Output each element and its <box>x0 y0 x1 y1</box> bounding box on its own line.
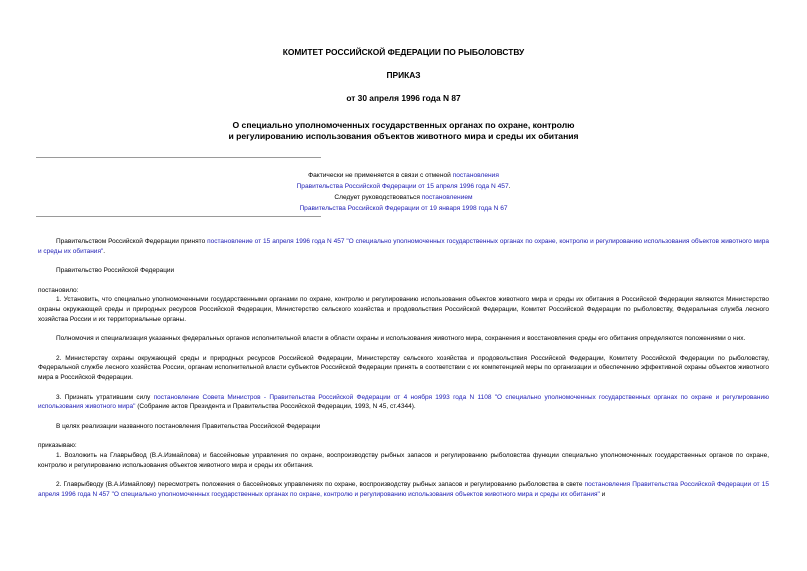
note-link-pp-67[interactable]: Правительства Российской Федерации от 19 января 1998 года N 67 <box>299 205 508 212</box>
paragraph-powers: Полномочия и специализация указанных федеральных органов исполнительной власти в области охраны и использования животного мира, сохранения и восстановления среды его обитания определяются положениями о них. <box>56 335 746 343</box>
divider-top <box>36 157 321 158</box>
note-line-2 <box>0 181 807 192</box>
paragraph-purpose: В целях реализации названного постановления Правительства Российской Федерации <box>56 422 321 430</box>
preamble-text: Правительством Российской Федерации принято <box>56 238 208 245</box>
note-line-1-text: Фактически не применяется в связи с отменой <box>308 172 453 179</box>
note-line-3-text: Следует руководствоваться <box>334 194 422 201</box>
paragraph-prikazyvayu: приказываю: <box>38 442 77 450</box>
divider-bottom <box>36 216 321 217</box>
paragraph-item-2: 2. Министерству охраны окружающей среды и природных ресурсов Российской Федерации, Министерству сельского хозяйства и продовольствия Российской Федерации, Комитету Российской Федерации по рыболовству, Федеральной службе лесного хозяйства России, органам исполнительной власти субъектов Российской Федерации принять в соответствии с их компетенцией меры по организации и обеспечению эффективной охраны объектов животного мира в Российской Федерации. <box>38 354 769 381</box>
paragraph-order-2 <box>38 480 769 499</box>
note-line-3 <box>0 192 807 203</box>
preamble-end: . <box>103 247 106 255</box>
title-line-2: и регулированию использования объектов животного мира и среды их обитания <box>228 131 579 141</box>
status-note <box>0 170 807 214</box>
paragraph-preamble <box>38 237 769 256</box>
note-link-postanovleniem[interactable]: постановлением <box>421 194 473 201</box>
paragraph-item-3 <box>38 393 769 412</box>
note-link-pp-457[interactable]: Правительства Российской Федерации от 15 апреля 1996 года N 457 <box>296 183 509 190</box>
item-3-text: 3. Признать утратившим силу <box>56 393 154 401</box>
link-postanovleniya-457[interactable]: постановления Правительства Российской Федерации от 15 апреля 1996 года N 457 "О специально уполномоченных государственных органах по охране, контролю и регулированию использования объектов животного мира и среды их обитания" <box>38 481 769 498</box>
paragraph-postanovilo: постановило: <box>38 286 79 294</box>
document-body <box>38 237 769 499</box>
document-date: от 30 апреля 1996 года N 87 <box>346 93 461 103</box>
paragraph-order-1: 1. Возложить на Главрыбвод (В.А.Измайлова) и бассейновые управления по охране, воспроизводству рыбных запасов и регулированию рыболовства функции специально уполномоченных государственных органов по охране, контролю и регулированию использования объектов животного мира и среды их обитания. <box>38 451 769 469</box>
document-title <box>0 120 807 142</box>
note-line-2-end: . <box>508 183 511 190</box>
item-3-end: (Собрание актов Президента и Правительства Российской Федерации, 1993, N 45, ст.4344). <box>135 403 416 411</box>
note-line-4 <box>0 203 807 214</box>
paragraph-item-1: 1. Установить, что специально уполномоченными государственными органами по охране, контролю и регулированию использования объектов животного мира и среды их обитания в Российской Федерации являются Министерство охраны окружающей среды и природных ресурсов Российской Федерации, Министерство сельского хозяйства и продовольствия Российской Федерации, Комитет Российской Федерации по рыболовству, Федеральная служба лесного хозяйства России и их территориальные органы. <box>38 296 769 323</box>
note-line-1 <box>0 170 807 181</box>
link-postanovlenie-457[interactable]: постановление от 15 апреля 1996 года N 457 "О специально уполномоченных государственных органах по охране, контролю и регулированию использования объектов животного мира и среды их обитания" <box>38 238 769 255</box>
note-link-postanovleniya[interactable]: постановления <box>452 172 499 179</box>
title-line-1: О специально уполномоченных государственных органах по охране, контролю <box>232 120 575 130</box>
order-2-text: 2. Главрыбводу (В.А.Измайлову) пересмотреть положения о бассейновых управлениях по охране, воспроизводству рыбных запасов и регулированию рыболовства в свете <box>56 481 585 489</box>
paragraph-government: Правительство Российской Федерации <box>56 267 175 275</box>
document-type: ПРИКАЗ <box>386 70 421 80</box>
order-2-end: и <box>599 490 606 498</box>
issuing-organization: КОМИТЕТ РОССИЙСКОЙ ФЕДЕРАЦИИ ПО РЫБОЛОВСТВУ <box>282 47 525 57</box>
link-postanovlenie-1108[interactable]: постановление Совета Министров - Правительства Российской Федерации от 4 ноября 1993 года N 1108 "О специально уполномоченных государственных органах по охране и регулированию использования животного мира" <box>38 393 769 411</box>
